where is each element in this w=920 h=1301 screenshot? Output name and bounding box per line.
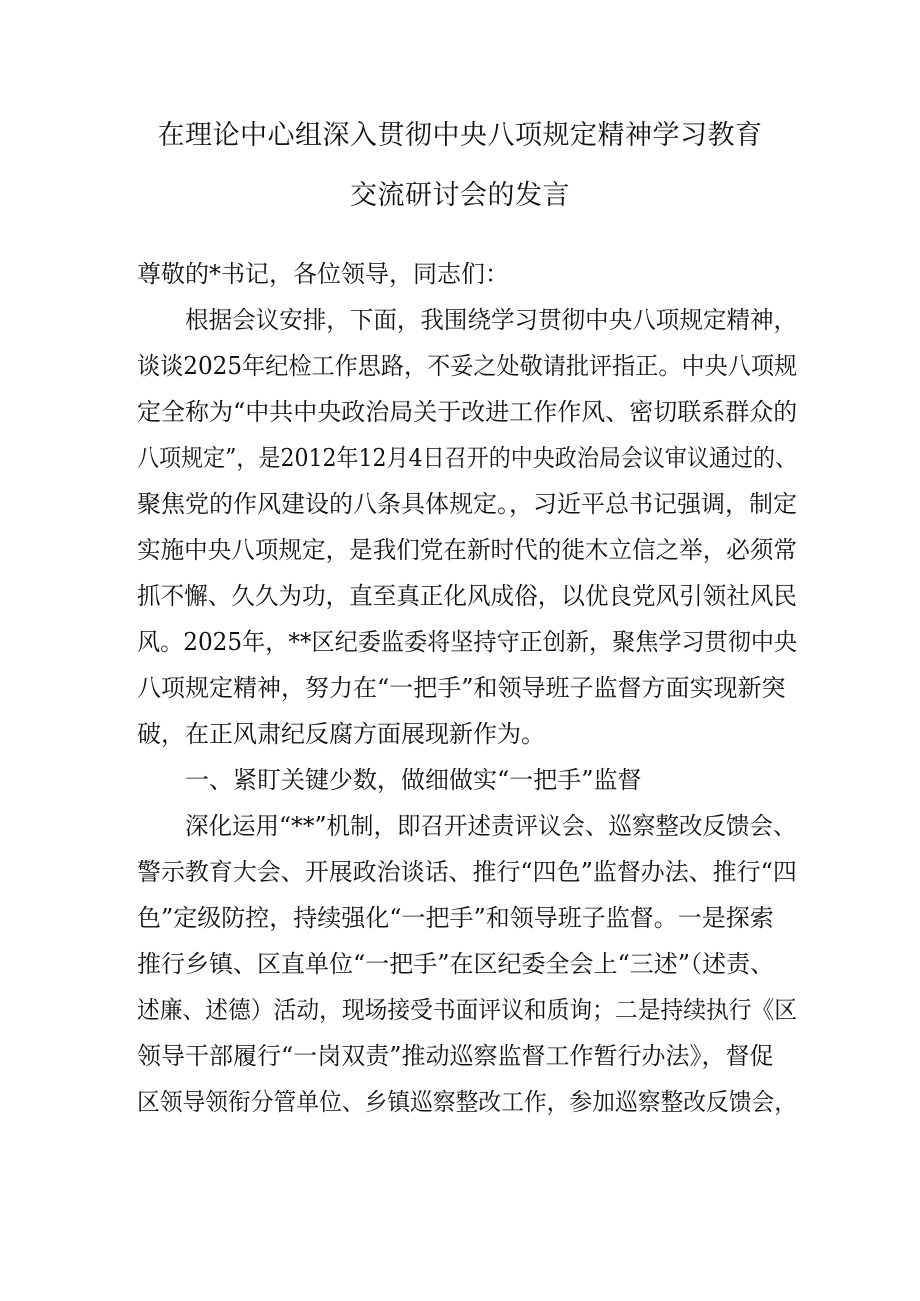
body-line-12: 深化运用“**”机制，即召开述责评议会、巡察整改反馈会、 <box>185 812 797 840</box>
body-line-9: 八项规定精神，努力在“一把手”和领导班子监督方面实现新突 <box>137 674 786 702</box>
body-line-2: 谈谈2025年纪检工作思路，不妥之处敬请批评指正。中央八项规 <box>137 352 798 380</box>
body-line-15: 推行乡镇、区直单位“一把手”在区纪委全会上“三述”（述责、 <box>137 950 775 978</box>
body-line-4: 八项规定”，是2012年12月4日召开的中央政治局会议审议通过的、 <box>137 444 798 472</box>
document-title-line-1: 在理论中心组深入贯彻中央八项规定精神学习教育 <box>157 120 763 151</box>
body-line-1: 根据会议安排，下面，我围绕学习贯彻中央八项规定精神， <box>185 306 798 334</box>
body-line-6: 实施中央八项规定，是我们党在新时代的徙木立信之举，必须常 <box>137 536 797 564</box>
section-heading-1: 一、紧盯关键少数，做细做实“一把手”监督 <box>185 766 642 794</box>
salutation-line: 尊敬的*书记，各位领导，同志们： <box>137 260 509 288</box>
body-line-10: 破，在正风肃纪反腐方面展现新作为。 <box>137 720 545 748</box>
body-line-3: 定全称为“中共中央政治局关于改进工作作风、密切联系群众的 <box>137 398 798 426</box>
body-line-14: 色”定级防控，持续强化“一把手”和领导班子监督。一是探索 <box>137 904 774 932</box>
body-line-18: 区领导领衔分管单位、乡镇巡察整改工作，参加巡察整改反馈会， <box>137 1088 798 1116</box>
document-title-line-2: 交流研讨会的发言 <box>350 180 570 211</box>
body-line-17: 领导干部履行“一岗双责”推动巡察监督工作暂行办法》，督促 <box>137 1042 774 1070</box>
body-line-16: 述廉、述德）活动，现场接受书面评议和质询；二是持续执行《区 <box>137 996 798 1024</box>
body-line-7: 抓不懈、久久为功，直至真正化风成俗，以优良党风引领社风民 <box>137 582 797 610</box>
body-line-5: 聚焦党的作风建设的八条具体规定。，习近平总书记强调，制定 <box>137 490 797 518</box>
body-line-13: 警示教育大会、开展政治谈话、推行“四色”监督办法、推行“四 <box>137 858 797 886</box>
body-line-8: 风。2025年，**区纪委监委将坚持守正创新，聚焦学习贯彻中央 <box>137 628 798 656</box>
